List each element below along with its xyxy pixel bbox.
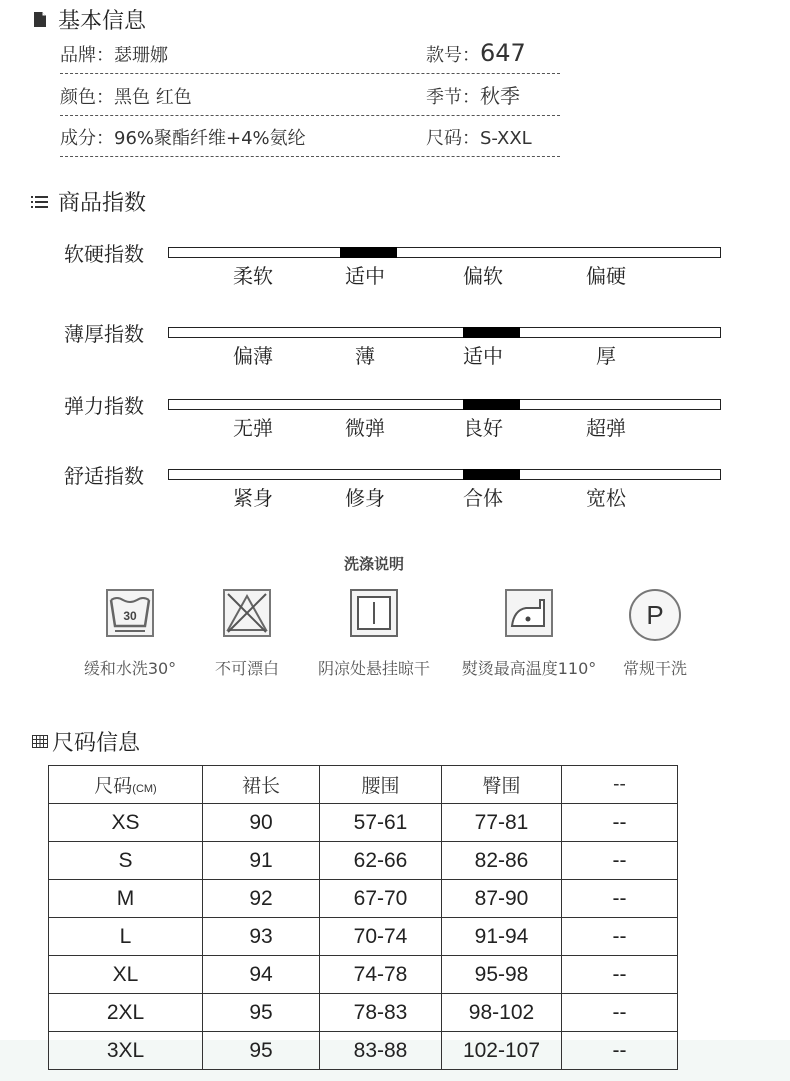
index-label: 舒适指数	[64, 464, 144, 488]
info-row-brand	[60, 36, 560, 74]
table-row	[49, 1032, 678, 1070]
table-cell: 82-86	[442, 842, 562, 880]
care-caption-no-bleach: 不可漂白	[214, 659, 279, 678]
svg-text:P: P	[646, 600, 664, 630]
index-marker	[463, 469, 520, 480]
index-label: 薄厚指数	[64, 322, 144, 346]
no-bleach-icon	[222, 588, 272, 638]
size-info-title: 尺码信息	[52, 731, 141, 756]
basic-info-title: 基本信息	[58, 9, 147, 34]
index-option: 适中	[463, 344, 503, 368]
index-bar	[168, 399, 721, 410]
table-cell: 3XL	[49, 1032, 203, 1070]
index-bar	[168, 469, 721, 480]
index-label: 弹力指数	[64, 394, 144, 418]
index-option: 宽松	[586, 486, 626, 510]
index-marker	[340, 247, 397, 258]
table-cell: --	[562, 994, 678, 1032]
table-cell: --	[562, 918, 678, 956]
table-cell: 95-98	[442, 956, 562, 994]
table-cell: 70-74	[320, 918, 442, 956]
table-cell: 93	[203, 918, 320, 956]
table-cell: 77-81	[442, 804, 562, 842]
table-cell: --	[562, 1032, 678, 1070]
table-row	[49, 918, 678, 956]
season: 季节：秋季	[426, 84, 520, 108]
info-row-material	[60, 119, 560, 157]
table-cell: S	[49, 842, 203, 880]
size-table-body	[49, 804, 678, 1070]
size-info-heading	[30, 726, 140, 757]
care-title: 洗涤说明	[343, 555, 404, 573]
index-bar	[168, 327, 721, 338]
table-cell: XL	[49, 956, 203, 994]
table-cell: 102-107	[442, 1032, 562, 1070]
svg-text:30: 30	[123, 609, 137, 623]
table-cell: 94	[203, 956, 320, 994]
index-option: 合体	[463, 486, 503, 510]
table-cell: 57-61	[320, 804, 442, 842]
index-option: 偏软	[463, 264, 503, 288]
table-cell: 87-90	[442, 880, 562, 918]
index-option: 偏薄	[233, 344, 273, 368]
material-text: 成分：96%聚酯纤维+4%氨纶	[60, 128, 306, 149]
col-extra: --	[562, 766, 678, 804]
care-item-dry-clean	[580, 588, 730, 679]
table-cell: 78-83	[320, 994, 442, 1032]
table-cell: 67-70	[320, 880, 442, 918]
table-cell: 95	[203, 1032, 320, 1070]
table-cell: XS	[49, 804, 203, 842]
table-cell: 83-88	[320, 1032, 442, 1070]
col-length: 裙长	[203, 766, 320, 804]
index-marker	[463, 399, 520, 410]
dry-clean-p-icon	[628, 588, 682, 642]
table-cell: 74-78	[320, 956, 442, 994]
table-cell: 95	[203, 994, 320, 1032]
table-cell: --	[562, 880, 678, 918]
index-option: 适中	[345, 264, 385, 288]
table-cell: 92	[203, 880, 320, 918]
table-row	[49, 880, 678, 918]
size-table-header	[49, 766, 678, 804]
table-row	[49, 956, 678, 994]
index-bar	[168, 247, 721, 258]
product-index-title: 商品指数	[58, 191, 147, 216]
index-label: 软硬指数	[64, 242, 144, 266]
table-cell: 2XL	[49, 994, 203, 1032]
col-size: 尺码(CM)	[49, 766, 203, 804]
info-row-color	[60, 78, 560, 116]
care-caption-dry-clean: 常规干洗	[622, 659, 687, 678]
table-grid-icon	[30, 732, 50, 752]
care-item-line-dry	[299, 588, 449, 679]
color-text: 颜色：黑色 红色	[60, 87, 192, 108]
table-cell: L	[49, 918, 203, 956]
table-cell: --	[562, 956, 678, 994]
index-option: 偏硬	[586, 264, 626, 288]
col-waist: 腰围	[320, 766, 442, 804]
size-range: 尺码：S-XXL	[426, 128, 532, 149]
list-icon	[30, 192, 50, 212]
table-row	[49, 804, 678, 842]
product-index-heading	[30, 186, 146, 217]
index-option: 柔软	[233, 264, 273, 288]
table-cell: --	[562, 804, 678, 842]
table-row	[49, 994, 678, 1032]
index-option: 超弹	[586, 416, 626, 440]
iron-icon	[504, 588, 554, 638]
care-caption-line-dry: 阴凉处悬挂晾干	[317, 659, 430, 678]
index-option: 无弹	[233, 416, 273, 440]
index-marker	[463, 327, 520, 338]
index-option: 微弹	[345, 416, 385, 440]
line-dry-shade-icon	[349, 588, 399, 638]
document-icon	[30, 10, 50, 30]
care-caption-wash: 缓和水洗30°	[83, 659, 177, 678]
basic-info-heading	[30, 4, 146, 35]
style-number: 款号：647	[426, 39, 526, 67]
table-cell: 90	[203, 804, 320, 842]
index-option: 修身	[345, 486, 385, 510]
care-caption-iron: 熨烫最高温度110°	[461, 659, 597, 678]
table-row	[49, 842, 678, 880]
table-cell: 62-66	[320, 842, 442, 880]
brand-text: 品牌：瑟珊娜	[60, 45, 168, 66]
table-cell: 98-102	[442, 994, 562, 1032]
col-hip: 臀围	[442, 766, 562, 804]
index-option: 薄	[355, 344, 375, 368]
index-option: 厚	[596, 344, 616, 368]
table-cell: M	[49, 880, 203, 918]
size-table	[48, 765, 678, 1070]
index-option: 良好	[463, 416, 503, 440]
wash-30-icon	[105, 588, 155, 638]
table-cell: 91-94	[442, 918, 562, 956]
index-option: 紧身	[233, 486, 273, 510]
table-cell: 91	[203, 842, 320, 880]
table-cell: --	[562, 842, 678, 880]
